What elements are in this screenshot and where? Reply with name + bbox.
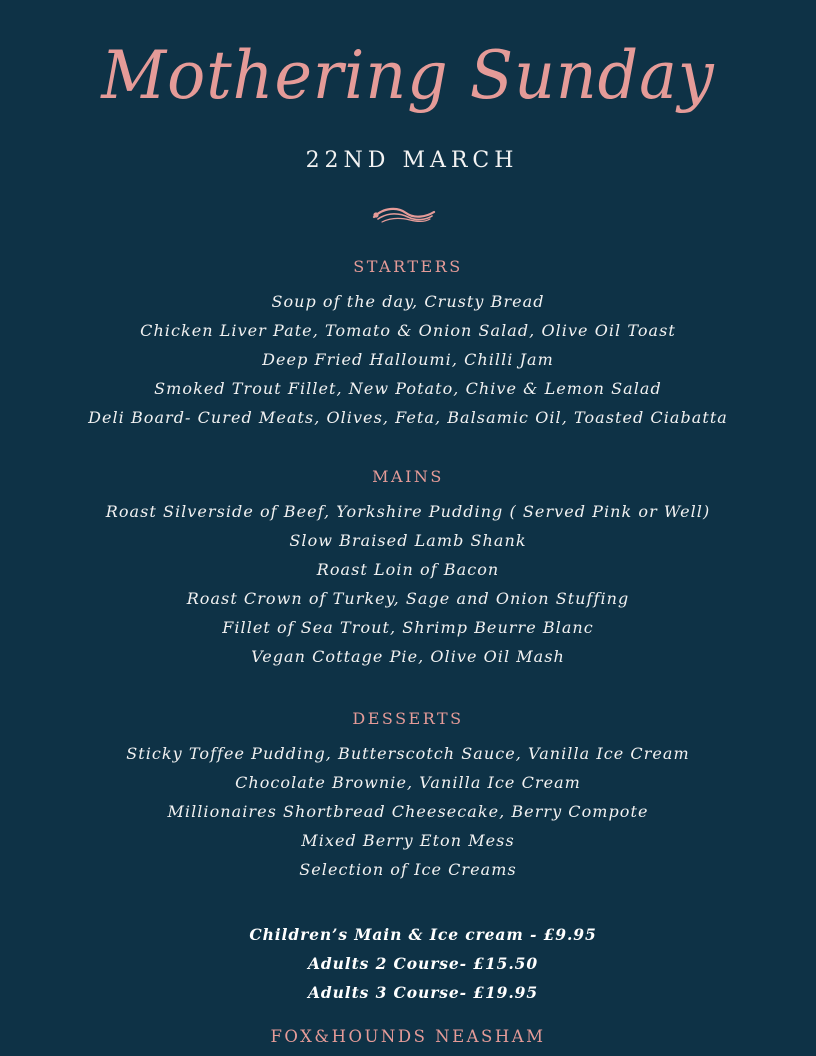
- menu-item: Roast Loin of Bacon: [316, 560, 500, 579]
- menu-item: Roast Silverside of Beef, Yorkshire Pudding ( Served Pink or Well): [105, 502, 711, 521]
- desserts-section: [0, 708, 816, 884]
- starters-heading: STARTERS: [353, 257, 463, 276]
- menu-item: Deli Board- Cured Meats, Olives, Feta, Balsamic Oil, Toasted Ciabatta: [88, 408, 728, 427]
- menu-item: Soup of the day, Crusty Bread: [271, 292, 545, 311]
- price-line: Adults 2 Course- £15.50: [307, 954, 539, 973]
- venue-name: FOX&HOUNDS NEASHAM: [270, 1027, 546, 1046]
- flourish-divider-icon: [370, 203, 438, 227]
- menu-item: Millionaires Shortbread Cheesecake, Berry Compote: [167, 802, 649, 821]
- price-line: Children’s Main & Ice cream - £9.95: [249, 925, 597, 944]
- menu-item: Vegan Cottage Pie, Olive Oil Mash: [251, 647, 565, 666]
- menu-item: Chicken Liver Pate, Tomato & Onion Salad, Olive Oil Toast: [140, 321, 676, 340]
- menu-item: Sticky Toffee Pudding, Butterscotch Sauce, Vanilla Ice Cream: [126, 744, 690, 763]
- price-list: [0, 920, 816, 1007]
- price-line: Adults 3 Course- £19.95: [307, 983, 539, 1002]
- menu-item: Selection of Ice Creams: [299, 860, 517, 879]
- menu-item: Smoked Trout Fillet, New Potato, Chive & Lemon Salad: [154, 379, 662, 398]
- page-title: Mothering Sunday: [101, 37, 715, 114]
- mains-heading: MAINS: [372, 467, 444, 486]
- desserts-heading: DESSERTS: [352, 709, 464, 728]
- mains-section: [0, 466, 816, 671]
- menu-item: Chocolate Brownie, Vanilla Ice Cream: [235, 773, 581, 792]
- menu-item: Roast Crown of Turkey, Sage and Onion Stuffing: [186, 589, 630, 608]
- menu-item: Mixed Berry Eton Mess: [301, 831, 515, 850]
- menu-item: Fillet of Sea Trout, Shrimp Beurre Blanc: [222, 618, 594, 637]
- starters-section: [0, 256, 816, 432]
- menu-item: Slow Braised Lamb Shank: [289, 531, 527, 550]
- event-date: 22ND MARCH: [305, 148, 519, 173]
- menu-item: Deep Fried Halloumi, Chilli Jam: [262, 350, 554, 369]
